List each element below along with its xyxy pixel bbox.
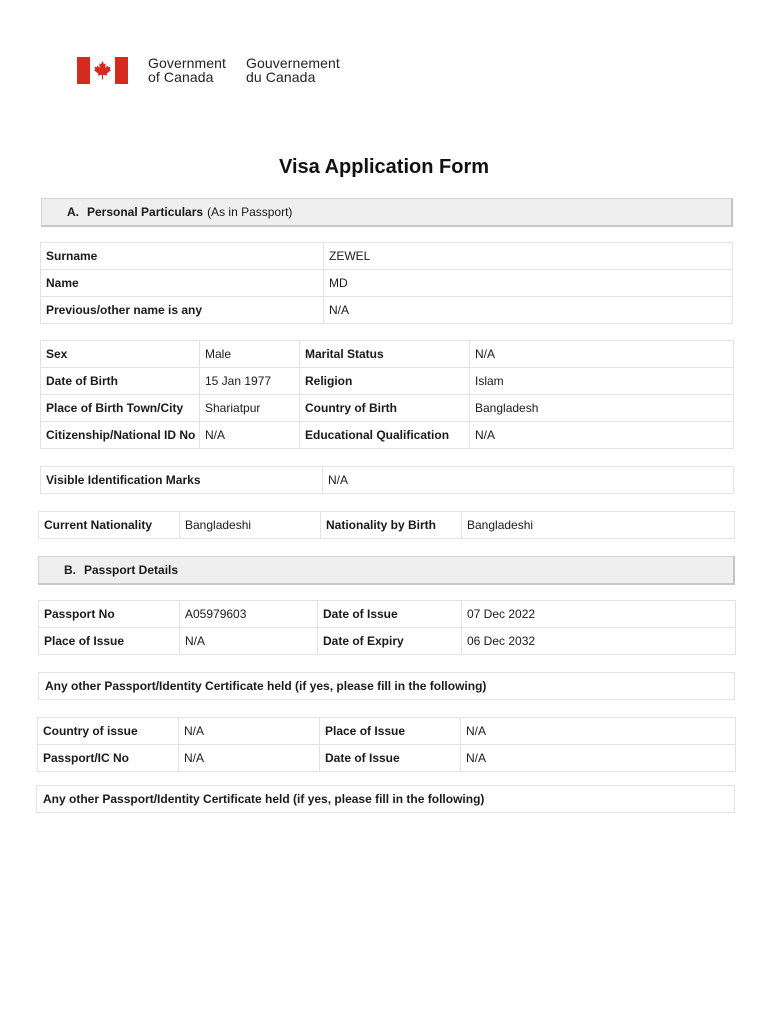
sex-label: Sex [41, 341, 200, 368]
table-row [38, 745, 736, 772]
current-nationality-label: Current Nationality [39, 512, 180, 539]
section-a-title: Personal Particulars [87, 205, 204, 219]
identification-marks-table [40, 466, 734, 494]
country-of-issue-label: Country of issue [38, 718, 179, 745]
table-row [39, 601, 736, 628]
other-date-of-issue-value: N/A [461, 745, 736, 772]
place-of-issue-label: Place of Issue [39, 628, 180, 655]
gov-en-line2: of Canada [148, 69, 214, 85]
table-row [38, 718, 736, 745]
country-of-birth-label: Country of Birth [300, 395, 470, 422]
passport-ic-no-label: Passport/IC No [38, 745, 179, 772]
surname-value: ZEWEL [324, 243, 733, 270]
marital-status-value: N/A [470, 341, 734, 368]
personal-details-table [40, 340, 734, 449]
date-of-birth-value: 15 Jan 1977 [200, 368, 300, 395]
place-of-birth-label: Place of Birth Town/City [41, 395, 200, 422]
table-row [41, 422, 734, 449]
passport-details-table [38, 600, 736, 655]
marital-status-label: Marital Status [300, 341, 470, 368]
passport-ic-no-value: N/A [179, 745, 320, 772]
place-of-birth-value: Shariatpur [200, 395, 300, 422]
religion-label: Religion [300, 368, 470, 395]
section-a-letter: A. [67, 205, 79, 219]
table-row [41, 243, 733, 270]
name-value: MD [324, 270, 733, 297]
other-passport-table [37, 717, 736, 772]
section-b-header [38, 556, 735, 585]
previous-name-value: N/A [324, 297, 733, 324]
gov-en-line1: Government [148, 55, 227, 71]
gov-fr-line2: du Canada [246, 69, 316, 85]
gouvernement-du-canada-label [246, 56, 340, 84]
table-row [41, 341, 734, 368]
table-row [41, 368, 734, 395]
country-of-birth-value: Bangladesh [470, 395, 734, 422]
date-of-issue-value: 07 Dec 2022 [462, 601, 736, 628]
canada-flag-icon [77, 57, 128, 84]
section-b-title: Passport Details [84, 563, 179, 577]
page-title: Visa Application Form [278, 156, 490, 178]
nationality-by-birth-value: Bangladeshi [462, 512, 735, 539]
current-nationality-value: Bangladeshi [180, 512, 321, 539]
section-a-subtitle: (As in Passport) [207, 205, 293, 219]
nationality-table [38, 511, 735, 539]
date-of-birth-label: Date of Birth [41, 368, 200, 395]
identification-marks-label: Visible Identification Marks [41, 467, 323, 494]
sex-value: Male [200, 341, 300, 368]
name-label: Name [41, 270, 324, 297]
section-a-header [41, 198, 733, 227]
passport-no-value: A05979603 [180, 601, 318, 628]
national-id-label: Citizenship/National ID No [41, 422, 200, 449]
country-of-issue-value: N/A [179, 718, 320, 745]
names-table [40, 242, 733, 324]
surname-label: Surname [41, 243, 324, 270]
government-of-canada-label [148, 56, 226, 84]
table-row [41, 467, 734, 494]
table-row [39, 628, 736, 655]
date-of-expiry-label: Date of Expiry [318, 628, 462, 655]
gov-fr-line1: Gouvernement [246, 55, 340, 71]
previous-name-label: Previous/other name is any [41, 297, 324, 324]
other-place-of-issue-value: N/A [461, 718, 736, 745]
section-b-letter: B. [64, 563, 76, 577]
government-header [77, 56, 340, 84]
passport-no-label: Passport No [39, 601, 180, 628]
place-of-issue-value: N/A [180, 628, 318, 655]
national-id-value: N/A [200, 422, 300, 449]
table-row [41, 297, 733, 324]
religion-value: Islam [470, 368, 734, 395]
identification-marks-value: N/A [323, 467, 734, 494]
table-row [39, 512, 735, 539]
other-certificate-note: Any other Passport/Identity Certificate held (if yes, please fill in the following) [38, 672, 735, 700]
other-certificate-note-2: Any other Passport/Identity Certificate held (if yes, please fill in the following) [36, 785, 735, 813]
date-of-issue-label: Date of Issue [318, 601, 462, 628]
nationality-by-birth-label: Nationality by Birth [321, 512, 462, 539]
other-date-of-issue-label: Date of Issue [320, 745, 461, 772]
table-row [41, 270, 733, 297]
date-of-expiry-value: 06 Dec 2032 [462, 628, 736, 655]
table-row [41, 395, 734, 422]
other-place-of-issue-label: Place of Issue [320, 718, 461, 745]
education-label: Educational Qualification [300, 422, 470, 449]
education-value: N/A [470, 422, 734, 449]
